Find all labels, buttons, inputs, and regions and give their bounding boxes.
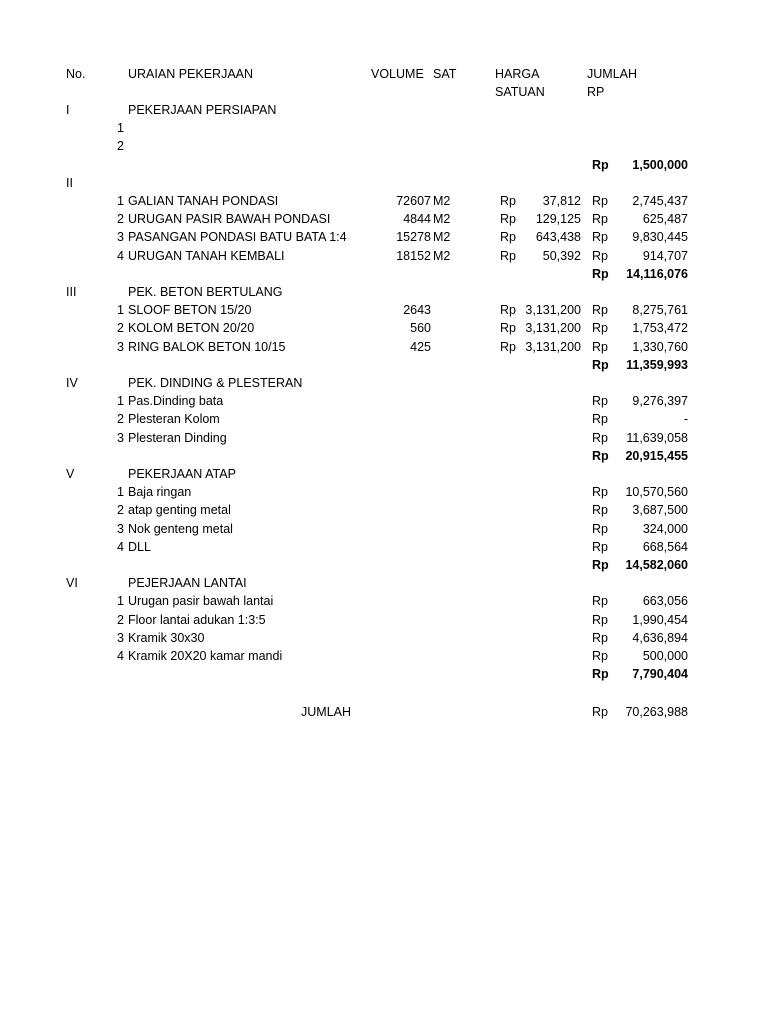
item-unit: M2 [433, 212, 451, 226]
item-amount: 324,000 [642, 522, 688, 536]
header-row-2 [0, 83, 768, 101]
table-row [0, 210, 768, 228]
item-description: Pas.Dinding bata [128, 394, 224, 408]
item-amount-rp: Rp [592, 485, 608, 499]
item-volume: 72607 [396, 194, 431, 208]
table-row [0, 629, 768, 647]
item-number: 4 [117, 249, 124, 263]
item-number: 1 [117, 594, 124, 608]
table-row [0, 392, 768, 410]
section-subtotal-row [0, 447, 768, 465]
grand-total-value: 70,263,988 [625, 705, 688, 719]
table-row [0, 501, 768, 519]
item-amount: 9,830,445 [632, 230, 688, 244]
item-number: 1 [117, 394, 124, 408]
header-sat: SAT [433, 67, 457, 81]
subtotal-value: 14,116,076 [626, 267, 688, 281]
table-row [0, 429, 768, 447]
item-price-rp: Rp [500, 340, 516, 354]
item-number: 1 [117, 485, 124, 499]
item-number: 4 [117, 540, 124, 554]
item-amount-rp: Rp [592, 394, 608, 408]
subtotal-rp: Rp [592, 358, 609, 372]
item-volume: 4844 [403, 212, 431, 226]
item-price-rp: Rp [500, 194, 516, 208]
item-amount: 500,000 [642, 649, 688, 663]
item-description: DLL [128, 540, 151, 554]
item-volume: 15278 [396, 230, 431, 244]
table-row [0, 410, 768, 428]
item-amount: 1,753,472 [632, 321, 688, 335]
item-description: RING BALOK BETON 10/15 [128, 340, 286, 354]
item-amount-rp: Rp [592, 594, 608, 608]
header-harga: HARGA [495, 67, 540, 81]
header-row-1 [0, 65, 768, 83]
item-number: 1 [117, 194, 124, 208]
item-description: Nok genteng metal [128, 522, 233, 536]
section-number: III [66, 285, 77, 299]
section-header-row [0, 465, 768, 483]
item-description: Plesteran Kolom [128, 412, 220, 426]
item-amount-rp: Rp [592, 613, 608, 627]
subtotal-rp: Rp [592, 667, 609, 681]
section-header-row [0, 374, 768, 392]
item-description: Kramik 30x30 [128, 631, 205, 645]
section-header-row [0, 174, 768, 192]
item-amount-rp: Rp [592, 194, 608, 208]
item-number: 2 [117, 212, 124, 226]
item-description: Plesteran Dinding [128, 431, 227, 445]
item-amount: 4,636,894 [632, 631, 688, 645]
item-amount-rp: Rp [592, 431, 608, 445]
table-row [0, 192, 768, 210]
item-price: 129,125 [535, 212, 581, 226]
table-row [0, 301, 768, 319]
item-amount: 3,687,500 [632, 503, 688, 517]
subtotal-value: 20,915,455 [625, 449, 688, 463]
item-volume: 2643 [403, 303, 431, 317]
section-title: PEJERJAAN LANTAI [128, 576, 247, 590]
item-amount-rp: Rp [592, 631, 608, 645]
item-volume: 18152 [396, 249, 431, 263]
subtotal-value: 11,359,993 [626, 358, 688, 372]
table-row [0, 520, 768, 538]
section-number: I [66, 103, 70, 117]
item-description: Floor lantai adukan 1:3:5 [128, 613, 266, 627]
item-amount-rp: Rp [592, 212, 608, 226]
item-amount-rp: Rp [592, 321, 608, 335]
item-price: 643,438 [535, 230, 581, 244]
header-rp: RP [587, 85, 605, 99]
item-volume: 560 [410, 321, 431, 335]
table-row [0, 319, 768, 337]
item-unit: M2 [433, 249, 451, 263]
section-subtotal-row [0, 665, 768, 683]
subtotal-value: 14,582,060 [625, 558, 688, 572]
item-amount-rp: Rp [592, 522, 608, 536]
section-title: PEKERJAAN ATAP [128, 467, 236, 481]
item-amount: 914,707 [642, 249, 688, 263]
item-price: 3,131,200 [525, 321, 581, 335]
item-amount: 668,564 [642, 540, 688, 554]
item-amount: 1,990,454 [632, 613, 688, 627]
item-description: KOLOM BETON 20/20 [128, 321, 255, 335]
item-amount: 11,639,058 [626, 431, 688, 445]
item-price: 50,392 [542, 249, 581, 263]
section-subtotal-row [0, 556, 768, 574]
item-price-rp: Rp [500, 321, 516, 335]
table-row [0, 647, 768, 665]
item-amount: 8,275,761 [632, 303, 688, 317]
item-unit: M2 [433, 194, 451, 208]
item-amount-rp: Rp [592, 540, 608, 554]
item-description: Baja ringan [128, 485, 192, 499]
table-row [0, 137, 768, 155]
subtotal-rp: Rp [592, 158, 609, 172]
item-price-rp: Rp [500, 249, 516, 263]
item-amount: 9,276,397 [632, 394, 688, 408]
item-description: PASANGAN PONDASI BATU BATA 1:4 [128, 230, 347, 244]
section-subtotal-row [0, 356, 768, 374]
item-amount-rp: Rp [592, 340, 608, 354]
item-price: 3,131,200 [525, 340, 581, 354]
item-number: 3 [117, 431, 124, 445]
section-number: VI [66, 576, 78, 590]
header-no: No. [66, 67, 86, 81]
item-number: 2 [117, 503, 124, 517]
header-jumlah: JUMLAH [587, 67, 638, 81]
item-description: Kramik 20X20 kamar mandi [128, 649, 283, 663]
item-number: 2 [117, 321, 124, 335]
item-price-rp: Rp [500, 230, 516, 244]
header-uraian: URAIAN PEKERJAAN [128, 67, 254, 81]
section-subtotal-row [0, 156, 768, 174]
item-description: URUGAN TANAH KEMBALI [128, 249, 285, 263]
item-amount-rp: Rp [592, 303, 608, 317]
item-price: 37,812 [542, 194, 581, 208]
section-header-row [0, 574, 768, 592]
table-row [0, 247, 768, 265]
section-title: PEK. BETON BERTULANG [128, 285, 283, 299]
section-header-row [0, 283, 768, 301]
item-number: 1 [117, 303, 124, 317]
item-amount: 663,056 [642, 594, 688, 608]
item-price-rp: Rp [500, 212, 516, 226]
item-number: 2 [117, 139, 124, 153]
table-row [0, 119, 768, 137]
subtotal-rp: Rp [592, 267, 609, 281]
item-description: atap genting metal [128, 503, 231, 517]
item-amount-rp: Rp [592, 503, 608, 517]
item-price-rp: Rp [500, 303, 516, 317]
item-unit: M2 [433, 230, 451, 244]
table-row [0, 538, 768, 556]
item-description: GALIAN TANAH PONDASI [128, 194, 279, 208]
item-price: 3,131,200 [525, 303, 581, 317]
item-amount-rp: Rp [592, 412, 608, 426]
subtotal-rp: Rp [592, 558, 609, 572]
grand-total-label: JUMLAH [301, 705, 352, 719]
item-number: 3 [117, 230, 124, 244]
table-row [0, 228, 768, 246]
table-row [0, 592, 768, 610]
table-row [0, 483, 768, 501]
item-amount: - [683, 412, 688, 426]
item-number: 3 [117, 340, 124, 354]
section-number: V [66, 467, 75, 481]
item-amount: 10,570,560 [625, 485, 688, 499]
section-number: II [66, 176, 73, 190]
grand-total-row [0, 703, 768, 721]
item-number: 2 [117, 412, 124, 426]
section-number: IV [66, 376, 78, 390]
item-amount: 2,745,437 [632, 194, 688, 208]
item-number: 2 [117, 613, 124, 627]
item-description: URUGAN PASIR BAWAH PONDASI [128, 212, 331, 226]
item-amount-rp: Rp [592, 649, 608, 663]
grand-total-rp: Rp [592, 705, 608, 719]
header-volume: VOLUME [371, 67, 424, 81]
section-title: PEKERJAAN PERSIAPAN [128, 103, 277, 117]
subtotal-rp: Rp [592, 449, 609, 463]
section-subtotal-row [0, 265, 768, 283]
section-title: PEK. DINDING & PLESTERAN [128, 376, 303, 390]
item-number: 1 [117, 121, 124, 135]
subtotal-value: 7,790,404 [632, 667, 688, 681]
item-amount: 1,330,760 [632, 340, 688, 354]
header-satuan: SATUAN [495, 85, 545, 99]
item-description: Urugan pasir bawah lantai [128, 594, 274, 608]
table-row [0, 338, 768, 356]
section-header-row [0, 101, 768, 119]
item-number: 3 [117, 631, 124, 645]
item-volume: 425 [410, 340, 431, 354]
item-amount-rp: Rp [592, 249, 608, 263]
item-amount-rp: Rp [592, 230, 608, 244]
table-row [0, 611, 768, 629]
subtotal-value: 1,500,000 [632, 158, 688, 172]
item-number: 3 [117, 522, 124, 536]
item-amount: 625,487 [642, 212, 688, 226]
item-number: 4 [117, 649, 124, 663]
item-description: SLOOF BETON 15/20 [128, 303, 252, 317]
